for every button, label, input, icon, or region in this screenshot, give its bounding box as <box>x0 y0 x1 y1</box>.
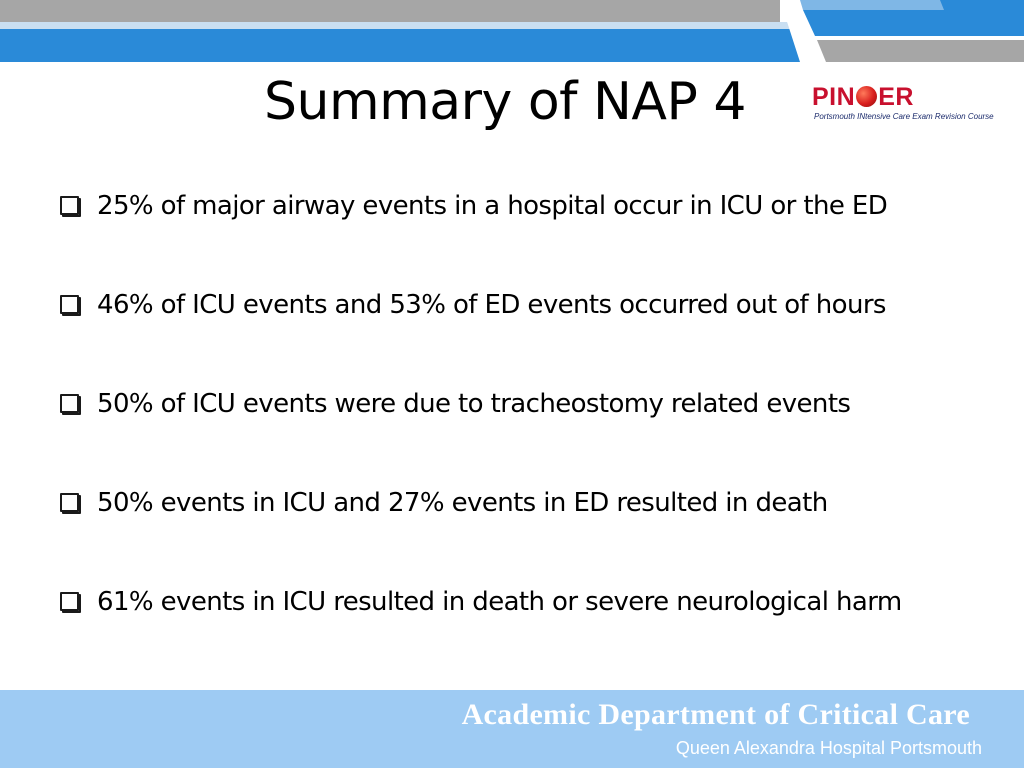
top-banner <box>0 0 1024 62</box>
hollow-square-bullet-icon <box>60 592 79 611</box>
bullet-text: 50% of ICU events were due to tracheostomy related events <box>97 389 851 419</box>
hollow-square-bullet-icon <box>60 295 79 314</box>
logo-ball-icon <box>856 86 877 107</box>
bullet-text: 61% events in ICU resulted in death or severe neurological harm <box>97 587 902 617</box>
logo-word-right: ER <box>878 83 914 111</box>
logo-wordmark <box>812 83 914 111</box>
logo-word-left: PIN <box>812 83 856 111</box>
hollow-square-bullet-icon <box>60 493 79 512</box>
banner-stripes-graphic <box>0 0 1024 62</box>
bullet-text: 46% of ICU events and 53% of ED events occurred out of hours <box>97 290 886 320</box>
bullet-item <box>60 384 1000 483</box>
footer-bar <box>0 690 1024 768</box>
bullet-item <box>60 483 1000 582</box>
slide-title: Summary of NAP 4 <box>264 72 746 132</box>
logo-subtitle: Portsmouth INtensive Care Exam Revision Course <box>814 112 994 121</box>
bullet-text: 50% events in ICU and 27% events in ED resulted in death <box>97 488 828 518</box>
bullet-item <box>60 582 1000 681</box>
pincer-logo <box>812 83 1002 127</box>
bullet-list <box>60 186 1000 681</box>
bullet-text: 25% of major airway events in a hospital occur in ICU or the ED <box>97 191 888 221</box>
bullet-item <box>60 186 1000 285</box>
hollow-square-bullet-icon <box>60 196 79 215</box>
footer-hospital: Queen Alexandra Hospital Portsmouth <box>675 738 982 758</box>
footer-department: Academic Department of Critical Care <box>461 698 970 731</box>
hollow-square-bullet-icon <box>60 394 79 413</box>
bullet-item <box>60 285 1000 384</box>
